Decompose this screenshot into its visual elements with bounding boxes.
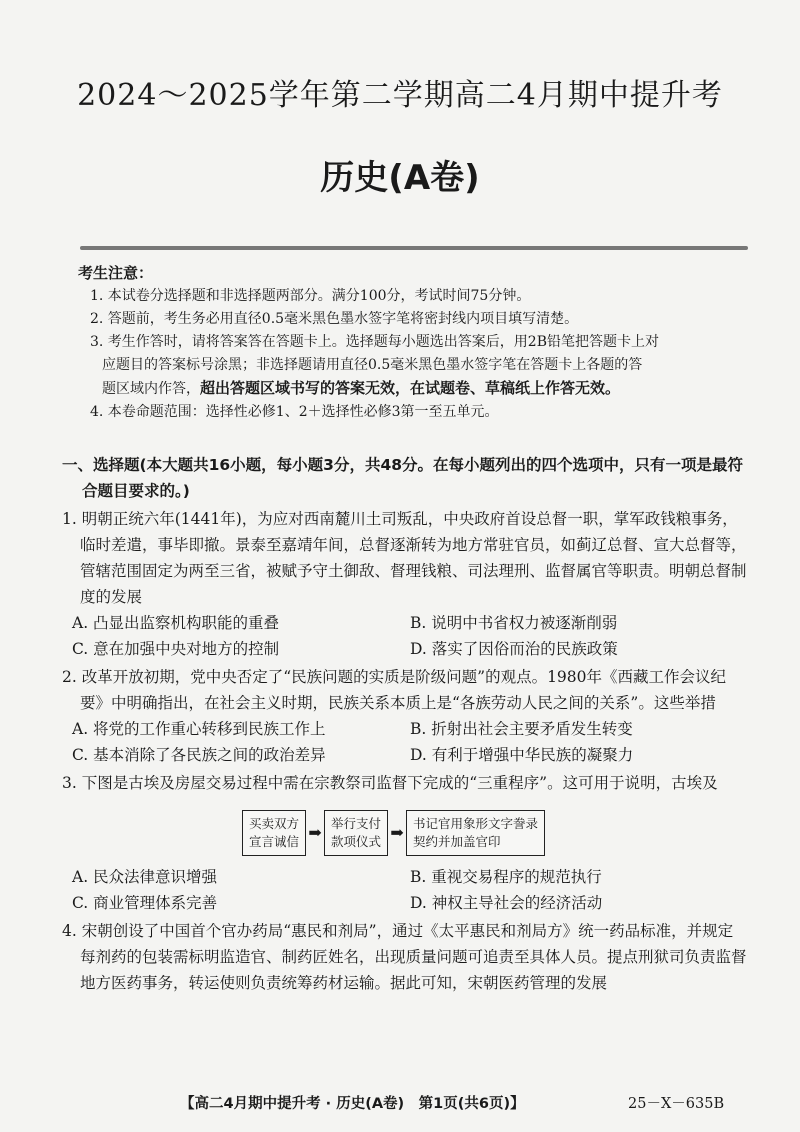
question-1-stem: 1. 明朝正统六年(1441年)，为应对西南麓川土司叛乱，中央政府首设总督一职，掌军政钱粮事务，临时差遣，事毕即撤。景泰至嘉靖年间，总督逐渐转为地方常驻官员，如蓟辽总督、宣大总督等，管辖范围固定为两至三省，被赋予守土御敌、督理钱粮、司法理刑、监督属官等职责。明朝总督制度的发展	[62, 510, 747, 606]
option-b: B. 说明中书省权力被逐渐削弱	[410, 614, 618, 632]
exam-title: 2024～2025学年第二学期高二4月期中提升考	[77, 78, 723, 113]
notice-item-1: 1. 本试卷分选择题和非选择题两部分。满分100分，考试时间75分钟。	[90, 288, 531, 304]
option-b: B. 折射出社会主要矛盾发生转变	[410, 720, 633, 738]
arrow-right-icon: ➡	[308, 823, 322, 842]
flow-step-1-line2: 宣言诚信	[249, 834, 300, 849]
option-c: C. 商业管理体系完善	[72, 894, 218, 912]
notice-heading: 考生注意：	[78, 264, 154, 282]
arrow-right-icon: ➡	[390, 823, 404, 842]
option-a: A. 民众法律意识增强	[72, 868, 218, 886]
question-3-options	[62, 864, 748, 916]
flow-step-2-line1: 举行支付	[331, 816, 382, 831]
notice-item-3-emphasis: 超出答题区域书写的答案无效，在试题卷、草稿纸上作答无效。	[200, 379, 621, 397]
question-3-stem: 3. 下图是古埃及房屋交易过程中需在宗教祭司监督下完成的“三重程序”。这可用于说明，古埃及	[62, 774, 718, 792]
flow-step-3-line1: 书记官用象形文字誊录	[413, 816, 539, 831]
question-1-options	[62, 610, 748, 662]
exam-notice	[78, 262, 740, 424]
option-c: C. 基本消除了各民族之间的政治差异	[72, 746, 326, 764]
section-heading: 一、选择题(本大题共16小题，每小题3分，共48分。在每小题列出的四个选项中，只有一项是最符合题目要求的。)	[62, 456, 744, 500]
flow-step-1	[242, 810, 306, 856]
flow-step-2	[324, 810, 388, 856]
option-d: D. 有利于增强中华民族的凝聚力	[410, 746, 634, 764]
notice-item-4: 4. 本卷命题范围：选择性必修1、2＋选择性必修3第一至五单元。	[90, 404, 499, 420]
footer-code: 25－X－635B	[628, 1096, 725, 1112]
option-b: B. 重视交易程序的规范执行	[410, 868, 602, 886]
flow-step-2-line2: 款项仪式	[331, 834, 382, 849]
divider	[80, 246, 748, 250]
flow-step-3	[406, 810, 545, 856]
option-a: A. 将党的工作重心转移到民族工作上	[72, 720, 326, 738]
notice-item-3: 3. 考生作答时，请将答案答在答题卡上。选择题每小题选出答案后，用2B铅笔把答题卡上对	[90, 334, 660, 350]
footer-page-info: 【高二4月期中提升考 · 历史(A卷) 第1页(共6页)】	[180, 1096, 525, 1112]
flow-step-1-line1: 买卖双方	[249, 816, 300, 831]
notice-item-3-text: 题区域内作答，	[102, 381, 200, 397]
question-4-stem: 4. 宋朝创设了中国首个官办药局“惠民和剂局”，通过《太平惠民和剂局方》统一药品标准，并规定每剂药的包装需标明监造官、制药匠姓名，出现质量问题可追责至具体人员。提点刑狱司负责监督地方医药事务，转运使则负责统筹药材运输。据此可知，宋朝医药管理的发展	[62, 922, 747, 992]
subject-title: 历史(A卷)	[320, 158, 480, 198]
option-d: D. 神权主导社会的经济活动	[410, 894, 603, 912]
option-a: A. 凸显出监察机构职能的重叠	[72, 614, 280, 632]
option-d: D. 落实了因俗而治的民族政策	[410, 640, 618, 658]
notice-item-3-cont: 应题目的答案标号涂黑；非选择题请用直径0.5毫米黑色墨水签字笔在答题卡上各题的答	[102, 357, 643, 373]
notice-item-3-cont2	[78, 377, 740, 401]
notice-item-2: 2. 答题前，考生务必用直径0.5毫米黑色墨水签字笔将密封线内项目填写清楚。	[90, 311, 579, 327]
choice-section	[62, 452, 748, 996]
process-flowchart	[242, 810, 748, 856]
question-2-stem: 2. 改革开放初期，党中央否定了“民族问题的实质是阶级问题”的观点。1980年《西藏工作会议纪要》中明确指出，在社会主义时期，民族关系本质上是“各族劳动人民之间的关系”。这些举措	[62, 668, 727, 712]
option-c: C. 意在加强中央对地方的控制	[72, 640, 280, 658]
flow-step-3-line2: 契约并加盖官印	[413, 834, 501, 849]
question-2-options	[62, 716, 748, 768]
